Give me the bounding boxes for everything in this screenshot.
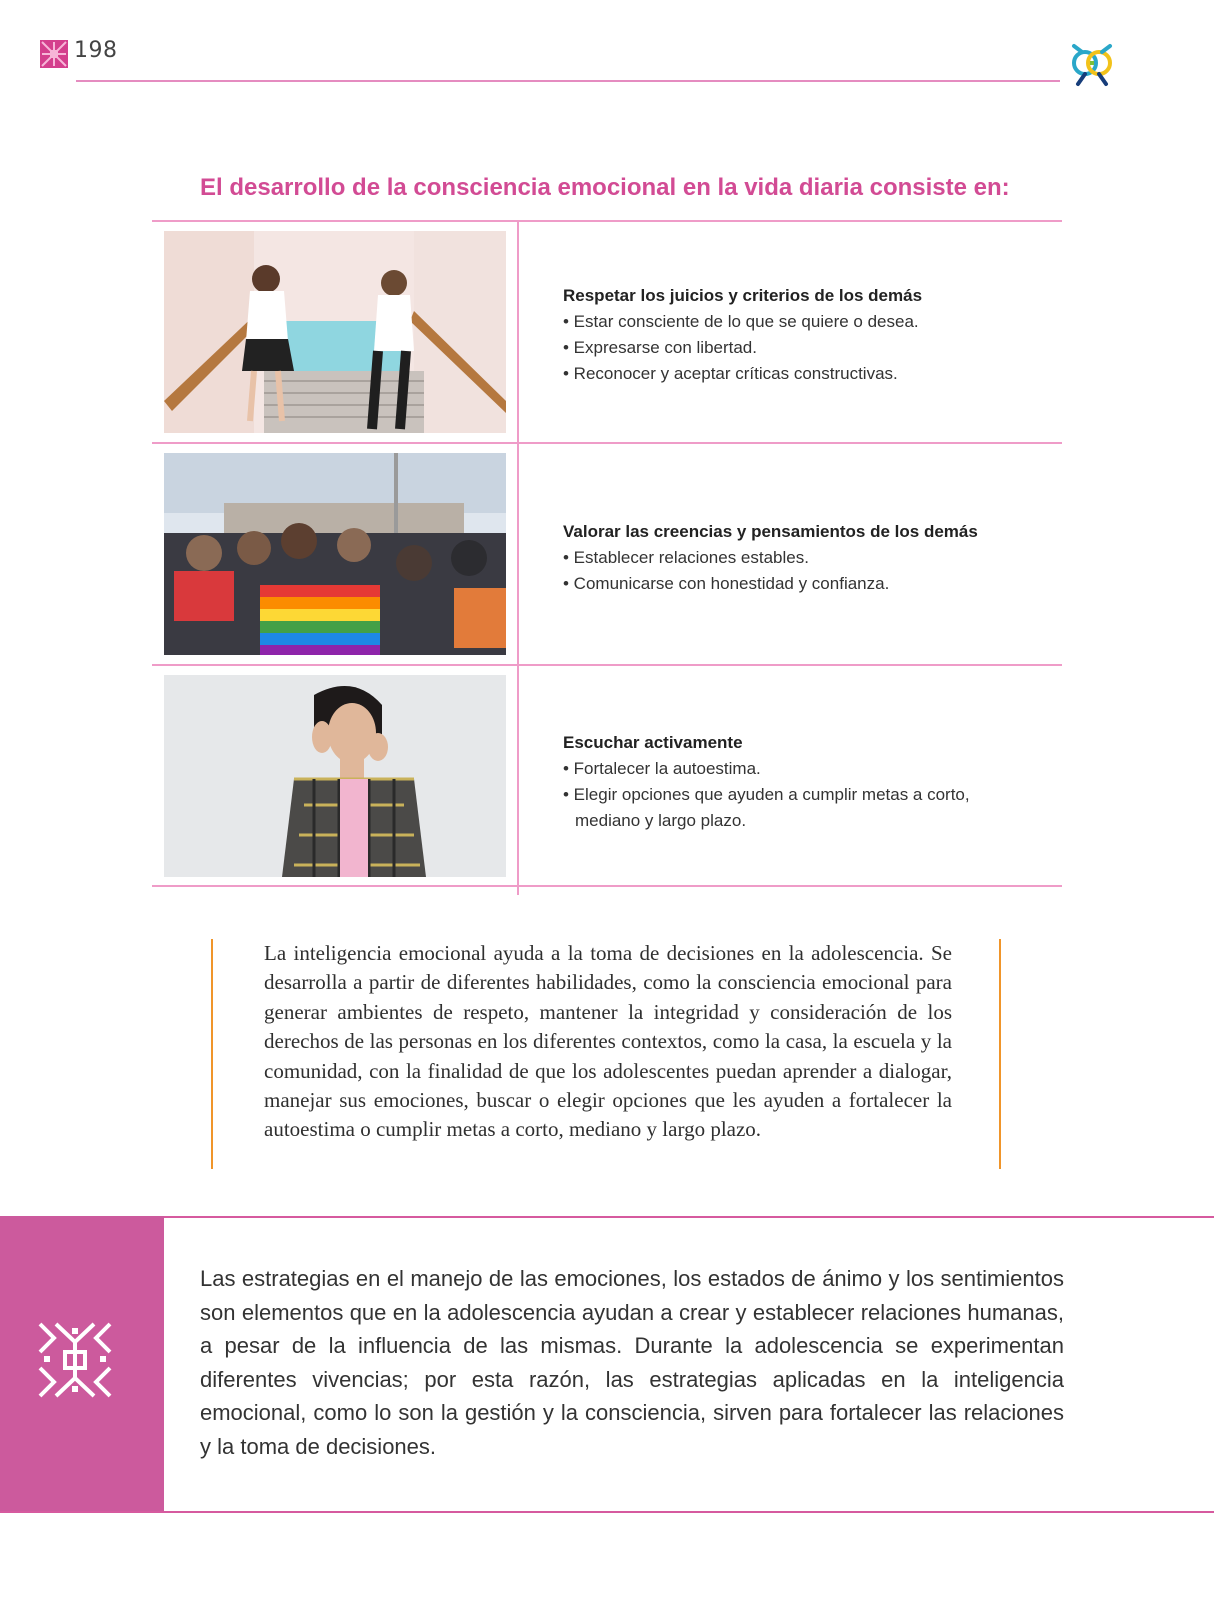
list-item: • Elegir opciones que ayuden a cumplir metas a corto, mediano y largo plazo. xyxy=(563,785,970,830)
pattern-icon xyxy=(36,1320,114,1400)
quote-bar-left xyxy=(211,939,213,1169)
table-rule xyxy=(152,442,1062,444)
list-item: • Reconocer y aceptar críticas constructivas. xyxy=(563,364,898,383)
list-item: • Fortalecer la autoestima. xyxy=(563,759,761,778)
section-title: El desarrollo de la consciencia emocional en la vida diaria consiste en: xyxy=(200,174,1010,201)
row-heading: Respetar los juicios y criterios de los demás xyxy=(563,286,923,305)
page-number: 198 xyxy=(74,38,118,63)
quote-paragraph: La inteligencia emocional ayuda a la toma de decisiones en la adolescencia. Se desarrolla a partir de diferentes habilidades, como la consciencia emocional para generar ambientes de respeto, mantener la integridad y consideración de los derechos de las personas en los diferentes contextos, como la casa, la escuela y la comunidad, con la finalidad de que los adolescentes puedan aprender a dialogar, manejar sus emociones, buscar o elegir opciones que les ayuden a fortalecer la autoestima o cumplir metas a corto, mediano y largo plazo. xyxy=(264,941,952,1142)
list-item: • Establecer relaciones estables. xyxy=(563,548,809,567)
list-item: • Estar consciente de lo que se quiere o desea. xyxy=(563,312,919,331)
pattern-icon xyxy=(40,40,68,68)
row-heading: Escuchar activamente xyxy=(563,733,743,752)
header-divider xyxy=(76,80,1060,82)
row-1-text xyxy=(563,283,1043,387)
photo-person-listening xyxy=(164,675,506,877)
list-item: • Expresarse con libertad. xyxy=(563,338,757,357)
table-rule-top xyxy=(152,220,1062,222)
table-rule xyxy=(152,664,1062,666)
row-2-text xyxy=(563,519,1043,597)
band-divider-bottom xyxy=(0,1511,1214,1513)
row-heading: Valorar las creencias y pensamientos de los demás xyxy=(563,522,978,541)
photo-girls-on-stairs xyxy=(164,231,506,433)
list-item: • Comunicarse con honestidad y confianza. xyxy=(563,574,890,593)
table-rule-bottom xyxy=(152,885,1062,887)
quote-bar-right xyxy=(999,939,1001,1169)
table-column-divider xyxy=(517,222,519,895)
photo-crowd-rainbow-flag xyxy=(164,453,506,655)
closing-paragraph: Las estrategias en el manejo de las emociones, los estados de ánimo y los sentimientos son elementos que en la adolescencia ayudan a crear y establecer relaciones humanas, a pesar de la influencia de las mismas. Durante la adolescencia se experimentan diferentes vivencias; por esta razón, las estrategias aplicadas en la inteligencia emocional, como lo son la gestión y la consciencia, sirven para fortalecer las relaciones y la toma de decisiones. xyxy=(200,1266,1064,1459)
logo-icon xyxy=(1068,40,1116,88)
band-divider-top xyxy=(0,1216,1214,1218)
row-3-text xyxy=(563,730,1029,834)
